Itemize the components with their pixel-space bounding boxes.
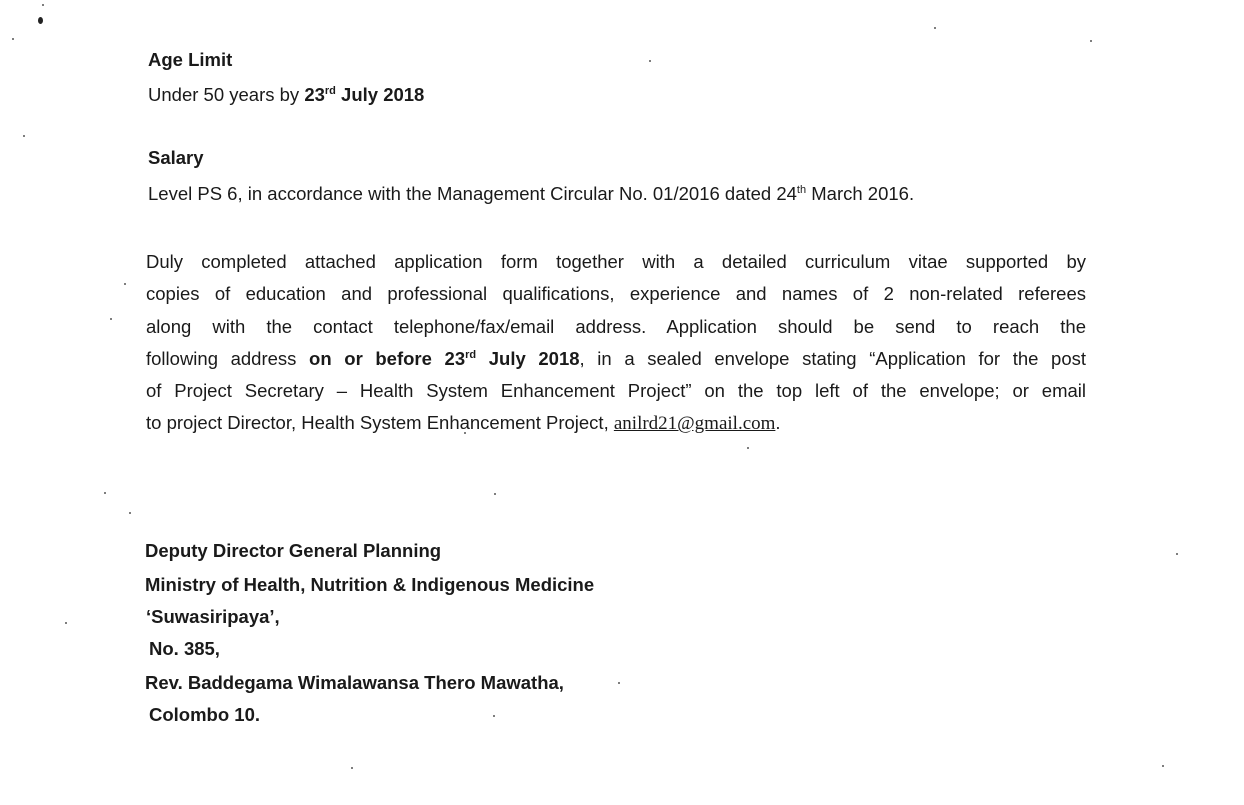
age-limit-day-suffix: rd	[324, 84, 336, 97]
salary-prefix: Level PS 6, in accordance with the Management Circular No. 01/2016 dated 24	[148, 183, 797, 204]
scan-speck	[129, 512, 131, 514]
age-limit-prefix: Under 50 years by	[148, 84, 305, 105]
scan-speck	[494, 493, 496, 495]
age-limit-text	[148, 83, 424, 107]
address-line-city: Colombo 10.	[149, 704, 261, 725]
address-line-building: ‘Suwasiripaya’,	[146, 606, 280, 627]
application-paragraph	[146, 246, 1086, 440]
address-line-street: Rev. Baddegama Wimalawansa Thero Mawatha,	[145, 672, 564, 693]
scan-speck	[65, 622, 67, 624]
scan-speck	[12, 38, 14, 40]
email-link[interactable]: anilrd21@gmail.com	[613, 413, 776, 435]
scan-speck	[1090, 40, 1092, 42]
paragraph-line	[146, 343, 1086, 375]
address-line-title: Deputy Director General Planning	[145, 540, 442, 561]
scan-speck	[23, 135, 25, 137]
scan-speck	[38, 17, 43, 24]
scan-speck	[649, 60, 651, 62]
salary-day-suffix: th	[796, 183, 807, 196]
address-line-number: No. 385,	[149, 638, 220, 659]
paragraph-line: Duly completed attached application form together with a detailed curriculum vitae supported by	[146, 251, 1086, 272]
scan-speck	[42, 4, 44, 6]
deadline-day: on or before 23	[309, 347, 466, 369]
scan-speck	[747, 447, 749, 449]
scan-speck	[618, 682, 620, 684]
deadline-suffix: rd	[465, 348, 477, 361]
paragraph-line: of Project Secretary – Health System Enhancement Project” on the top left of the envelope; or email	[146, 380, 1086, 402]
paragraph-line: copies of education and professional qualifications, experience and names of 2 non-related referees	[146, 283, 1086, 305]
scan-speck	[934, 27, 936, 29]
age-limit-date-rest: July 2018	[335, 84, 425, 105]
scan-speck	[104, 492, 106, 494]
salary-text	[148, 182, 914, 206]
paragraph-text: following address	[146, 347, 310, 369]
scan-speck	[1162, 765, 1164, 767]
scan-speck	[493, 715, 495, 717]
scan-speck	[1176, 553, 1178, 555]
paragraph-line: along with the contact telephone/fax/email address. Application should be send to reach the	[146, 315, 1086, 337]
scan-speck	[124, 283, 126, 285]
paragraph-text: to project Director, Health System Enhancement Project,	[146, 412, 614, 434]
deadline-rest: July 2018	[476, 347, 580, 369]
salary-rest: March 2016.	[806, 183, 915, 204]
address-line-ministry: Ministry of Health, Nutrition & Indigenous Medicine	[145, 574, 595, 595]
deadline-text	[309, 348, 580, 369]
age-limit-date	[304, 84, 424, 105]
scan-speck	[110, 318, 112, 320]
paragraph-text: , in a sealed envelope stating “Application for the post	[579, 347, 1087, 369]
age-limit-day: 23	[304, 84, 325, 105]
scan-speck	[351, 767, 353, 769]
paragraph-text: .	[775, 412, 781, 434]
age-limit-heading: Age Limit	[148, 49, 233, 70]
paragraph-line	[146, 407, 1086, 439]
salary-heading: Salary	[148, 147, 204, 168]
